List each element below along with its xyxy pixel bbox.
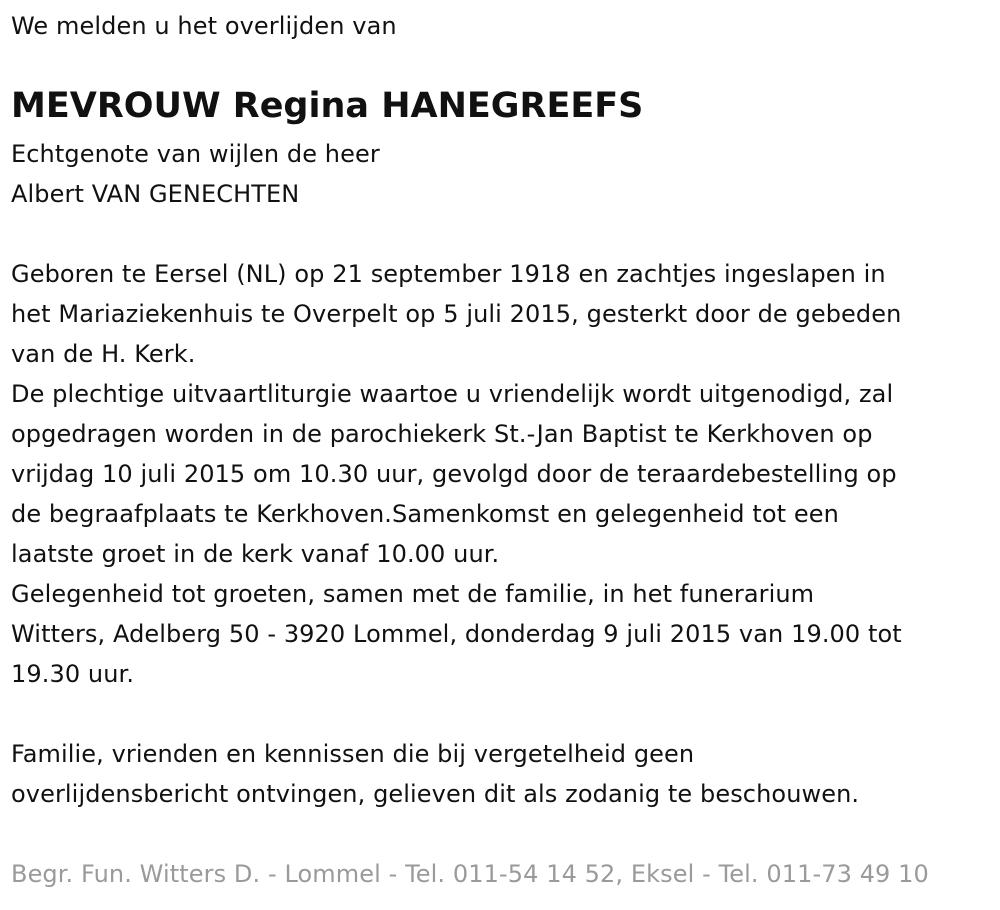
funeral-home-footer: Begr. Fun. Witters D. - Lommel - Tel. 011-54 14 52, Eksel - Tel. 011-73 49 10 (11, 860, 929, 888)
body-line: Witters, Adelberg 50 - 3920 Lommel, donderdag 9 juli 2015 van 19.00 tot (11, 620, 902, 648)
intro-text: We melden u het overlijden van (11, 12, 397, 40)
body-line: 19.30 uur. (11, 660, 135, 688)
body-line: De plechtige uitvaartliturgie waartoe u vriendelijk wordt uitgenodigd, zal (11, 380, 894, 408)
spouse-line: Echtgenote van wijlen de heer (11, 140, 380, 168)
notice-body (11, 254, 902, 694)
spouse-block (11, 134, 380, 214)
body-line: laatste groet in de kerk vanaf 10.00 uur. (11, 540, 500, 568)
spouse-line: Albert VAN GENECHTEN (11, 180, 300, 208)
body-line: het Mariaziekenhuis te Overpelt op 5 juli 2015, gesterkt door de gebeden (11, 300, 902, 328)
closing-line: Familie, vrienden en kennissen die bij vergetelheid geen (11, 740, 695, 768)
body-line: vrijdag 10 juli 2015 om 10.30 uur, gevolgd door de teraardebestelling op (11, 460, 897, 488)
closing-line: overlijdensbericht ontvingen, gelieven dit als zodanig te beschouwen. (11, 780, 860, 808)
body-line: de begraafplaats te Kerkhoven.Samenkomst en gelegenheid tot een (11, 500, 839, 528)
body-line: Gelegenheid tot groeten, samen met de familie, in het funerarium (11, 580, 815, 608)
body-line: Geboren te Eersel (NL) op 21 september 1918 en zachtjes ingeslapen in (11, 260, 886, 288)
closing-block (11, 734, 859, 814)
body-line: van de H. Kerk. (11, 340, 196, 368)
body-line: opgedragen worden in de parochiekerk St.-Jan Baptist te Kerkhoven op (11, 420, 873, 448)
deceased-name: MEVROUW Regina HANEGREEFS (11, 86, 644, 126)
